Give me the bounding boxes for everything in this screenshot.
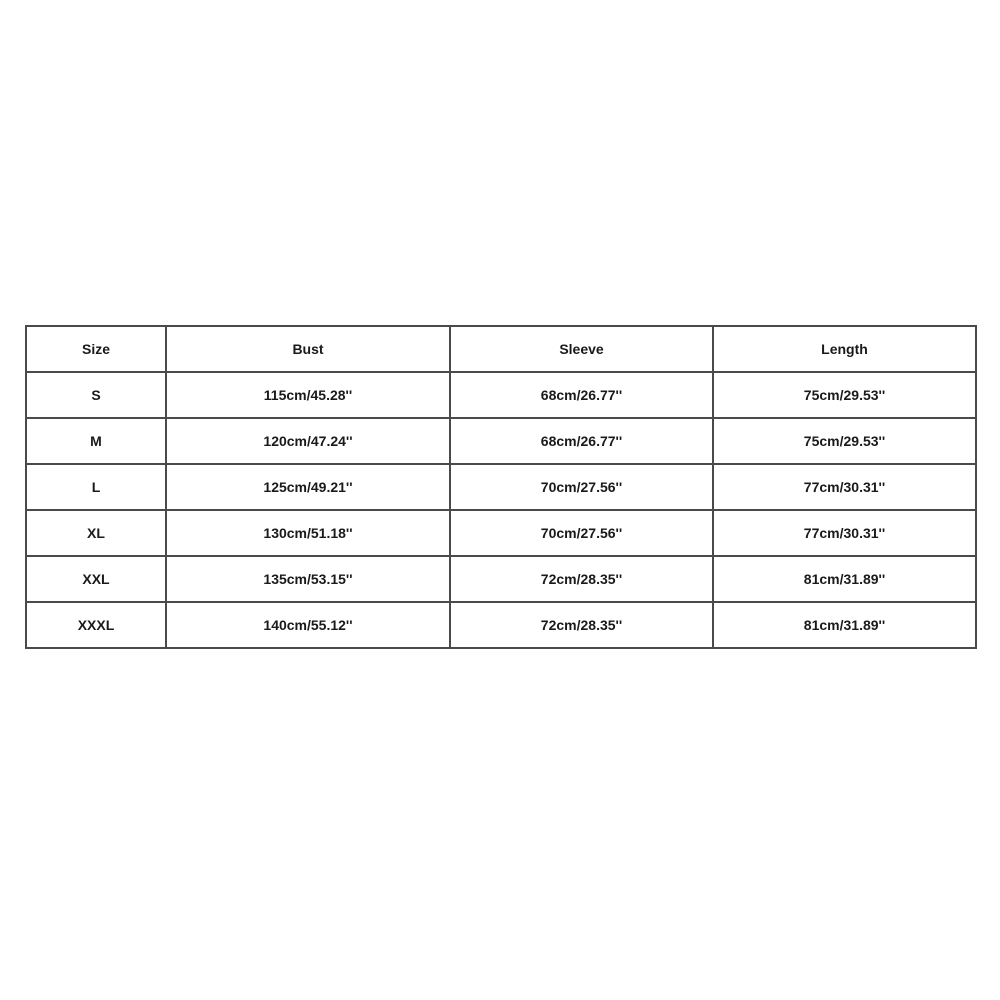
cell-bust: 115cm/45.28'': [166, 372, 450, 418]
table-row: [26, 510, 976, 556]
cell-sleeve: 70cm/27.56'': [450, 510, 713, 556]
cell-sleeve: 68cm/26.77'': [450, 418, 713, 464]
table-row: [26, 602, 976, 648]
header-row: [26, 326, 976, 372]
cell-size: XXXL: [26, 602, 166, 648]
cell-bust: 125cm/49.21'': [166, 464, 450, 510]
cell-length: 77cm/30.31'': [713, 510, 976, 556]
cell-length: 81cm/31.89'': [713, 602, 976, 648]
table-row: [26, 556, 976, 602]
cell-bust: 120cm/47.24'': [166, 418, 450, 464]
cell-size: M: [26, 418, 166, 464]
cell-length: 81cm/31.89'': [713, 556, 976, 602]
cell-size: XXL: [26, 556, 166, 602]
cell-length: 75cm/29.53'': [713, 372, 976, 418]
cell-sleeve: 72cm/28.35'': [450, 556, 713, 602]
cell-length: 77cm/30.31'': [713, 464, 976, 510]
table-row: [26, 418, 976, 464]
header-sleeve: Sleeve: [450, 326, 713, 372]
size-chart-table: [25, 325, 977, 649]
cell-size: XL: [26, 510, 166, 556]
cell-bust: 130cm/51.18'': [166, 510, 450, 556]
cell-sleeve: 68cm/26.77'': [450, 372, 713, 418]
cell-sleeve: 72cm/28.35'': [450, 602, 713, 648]
header-length: Length: [713, 326, 976, 372]
header-size: Size: [26, 326, 166, 372]
cell-length: 75cm/29.53'': [713, 418, 976, 464]
cell-sleeve: 70cm/27.56'': [450, 464, 713, 510]
cell-size: S: [26, 372, 166, 418]
cell-bust: 140cm/55.12'': [166, 602, 450, 648]
table-row: [26, 372, 976, 418]
cell-size: L: [26, 464, 166, 510]
header-bust: Bust: [166, 326, 450, 372]
table-row: [26, 464, 976, 510]
cell-bust: 135cm/53.15'': [166, 556, 450, 602]
